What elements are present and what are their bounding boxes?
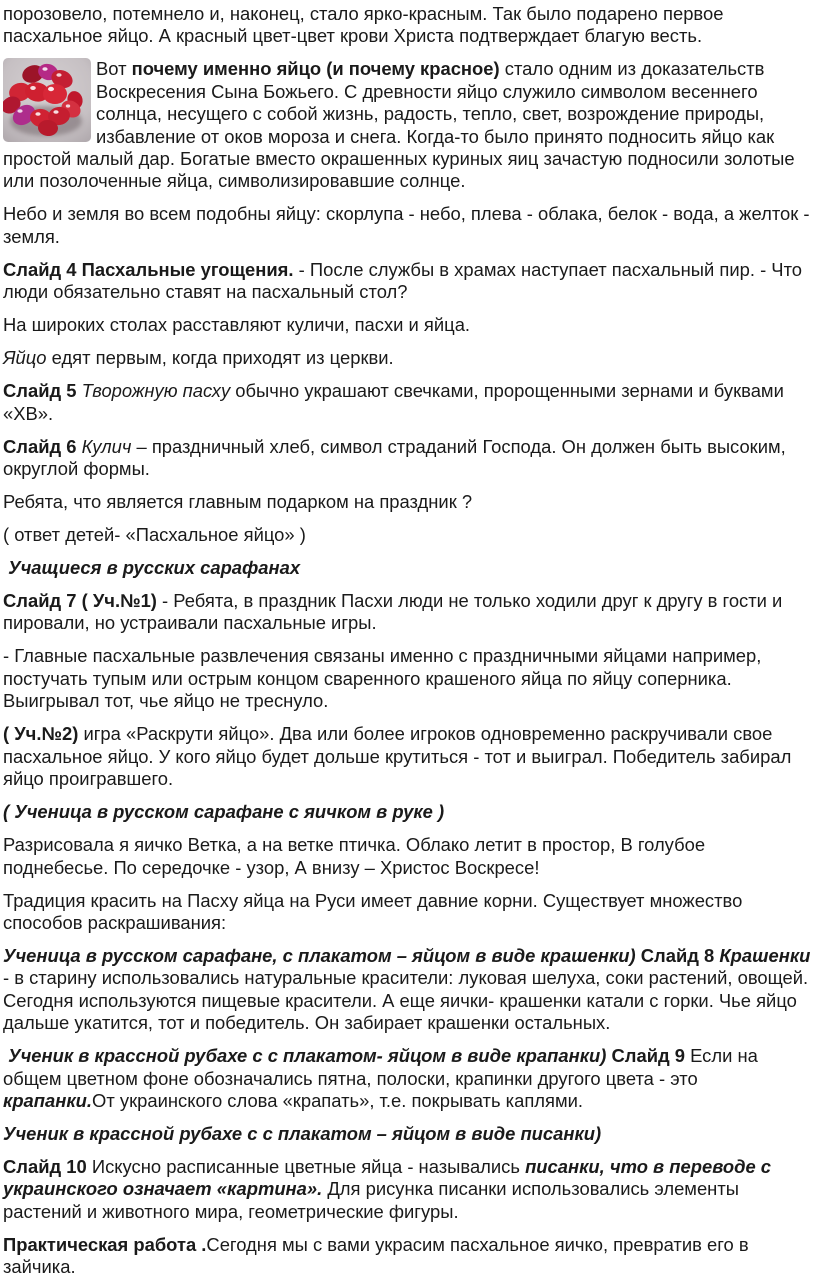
paragraph-10 xyxy=(3,524,814,546)
paragraph-19 xyxy=(3,1045,814,1112)
text-run: Слайд 6 xyxy=(3,435,82,457)
text-run: Кулич xyxy=(81,435,132,457)
text-run: игра «Раскрути яйцо». Два или более игроков одновременно раскручивали свое пасхальное яйцо. У кого яйцо будет дольше крутиться - тот и выиграл. Победитель забирал яйцо проигравшего. xyxy=(3,723,792,790)
text-run: едят первым, когда приходят из церкви. xyxy=(46,347,394,369)
paragraph-20 xyxy=(3,1123,814,1145)
text-run: Творожную пасху xyxy=(81,380,231,402)
paragraph-22 xyxy=(3,1234,814,1279)
text-run: Слайд 9 xyxy=(606,1045,691,1067)
text-run: Вот xyxy=(96,58,132,80)
paragraph-17 xyxy=(3,890,814,935)
text-run: почему именно яйцо (и почему красное) xyxy=(131,58,500,80)
text-run: Крашенки xyxy=(719,944,811,966)
easter-eggs-image xyxy=(3,58,91,142)
paragraph-18 xyxy=(3,945,814,1035)
text-run: Яйцо xyxy=(3,347,47,369)
text-run: Разрисовала я яичко Ветка, а на ветке птичка. Облако летит в простор, В голубое поднебесье. По середочке - узор, А внизу – Христос Воскресе! xyxy=(3,834,706,878)
text-run: Искусно расписанные цветные яйца - назывались xyxy=(86,1155,526,1177)
text-run: На широких столах расставляют куличи, пасхи и яйца. xyxy=(3,314,471,336)
text-run: Практическая работа . xyxy=(3,1233,207,1255)
text-run: Ребята, что является главным подарком на праздник ? xyxy=(3,491,473,513)
easter-eggs-illustration xyxy=(3,58,91,142)
text-run: От украинского слова «крапать», т.е. покрывать каплями. xyxy=(92,1089,584,1111)
paragraph-16 xyxy=(3,834,814,879)
text-run: Слайд 5 xyxy=(3,380,82,402)
text-run: писанки, что в переводе с украинского означает «картина». xyxy=(3,1155,772,1200)
paragraph-2 xyxy=(3,58,814,192)
text-run: порозовело, потемнело и, наконец, стало ярко-красным. Так было подарено первое пасхальное яйцо. А красный цвет-цвет крови Христа подтверждает благую весть. xyxy=(3,3,724,47)
text-run: - в старину использовались натуральные красители: луковая шелуха, соки растений, овощей. Сегодня используются пищевые красители. А еще яички- крашенки катали с горки. Чье яйцо дальше укатится, тот и победитель. Он забирает крашенки остальных. xyxy=(3,967,809,1034)
text-run: ( Уч.№2) xyxy=(3,723,79,745)
text-run: Слайд 4 Пасхальные угощения. xyxy=(3,258,294,280)
text-run: Если на общем цветном фоне обозначались пятна, полоски, крапинки другого цвета - это xyxy=(3,1045,758,1089)
text-run: стало одним из доказательств Воскресения Сына Божьего. С древности яйцо служило символом весеннего солнца, несущего с собой жизнь, радость, тепло, свет, возрождение природы, избавление от оков мороза и снега. Когда-то было принято подносить яйцо как простой малый дар. Богатые вместо окрашенных куриных яиц зачастую подносили золотые или позолоченные яйца, символизировавшие солнце. xyxy=(3,58,795,192)
paragraph-8 xyxy=(3,436,814,481)
paragraph-7 xyxy=(3,380,814,425)
text-run: Ученик в крассной рубахе с с плакатом- яйцом в виде крапанки) xyxy=(3,1045,607,1067)
paragraph-6 xyxy=(3,347,814,369)
text-run: Слайд 7 ( Уч.№1) xyxy=(3,590,157,612)
paragraph-14 xyxy=(3,723,814,790)
text-run: Ученик в крассной рубахе с с плакатом – яйцом в виде писанки) xyxy=(3,1122,602,1144)
text-run: Ученица в русском сарафане, с плакатом – яйцом в виде крашенки) xyxy=(3,944,636,966)
paragraph-21 xyxy=(3,1156,814,1223)
paragraph-9 xyxy=(3,491,814,513)
paragraph-13 xyxy=(3,645,814,712)
paragraph-3 xyxy=(3,203,814,248)
text-run: Небо и земля во всем подобны яйцу: скорлупа - небо, плева - облака, белок - вода, а желток - земля. xyxy=(3,203,810,247)
text-run: Сегодня мы с вами украсим пасхальное яичко, превратив его в зайчика. xyxy=(3,1233,749,1278)
text-run: крапанки. xyxy=(3,1089,93,1111)
paragraph-12 xyxy=(3,590,814,635)
paragraph-1 xyxy=(3,3,814,48)
text-run: Традиция красить на Пасху яйца на Руси имеет давние корни. Существует множество способов раскрашивания: xyxy=(3,889,743,933)
text-run: обычно украшают свечками, пророщенными зернами и буквами «ХВ». xyxy=(3,380,784,424)
text-run: – праздничный хлеб, символ страданий Господа. Он должен быть высоким, округлой формы. xyxy=(3,435,786,480)
text-run: Учащиеся в русских сарафанах xyxy=(3,557,301,579)
text-run: ( Ученица в русском сарафане с яичком в руке ) xyxy=(3,801,445,823)
text-run: - Ребята, в праздник Пасхи люди не только ходили друг к другу в гости и пировали, но устраивали пасхальные игры. xyxy=(3,590,783,634)
text-run: - После службы в храмах наступает пасхальный пир. - Что люди обязательно ставят на пасхальный стол? xyxy=(3,258,803,303)
text-run: ( ответ детей- «Пасхальное яйцо» ) xyxy=(3,524,306,546)
text-run: - Главные пасхальные развлечения связаны именно с праздничными яйцами например, постучать тупым или острым концом сваренного крашеного яйца по яйцу соперника. Выигрывал тот, чье яйцо не треснуло. xyxy=(3,645,762,712)
text-run: Слайд 10 xyxy=(3,1155,87,1177)
paragraph-15 xyxy=(3,801,814,823)
text-run: Для рисунка писанки использовались элементы растений и животного мира, геометрические фигуры. xyxy=(3,1178,739,1222)
paragraph-11 xyxy=(3,557,814,579)
paragraph-4 xyxy=(3,259,814,304)
paragraph-5 xyxy=(3,314,814,336)
text-run: Слайд 8 xyxy=(635,944,720,966)
